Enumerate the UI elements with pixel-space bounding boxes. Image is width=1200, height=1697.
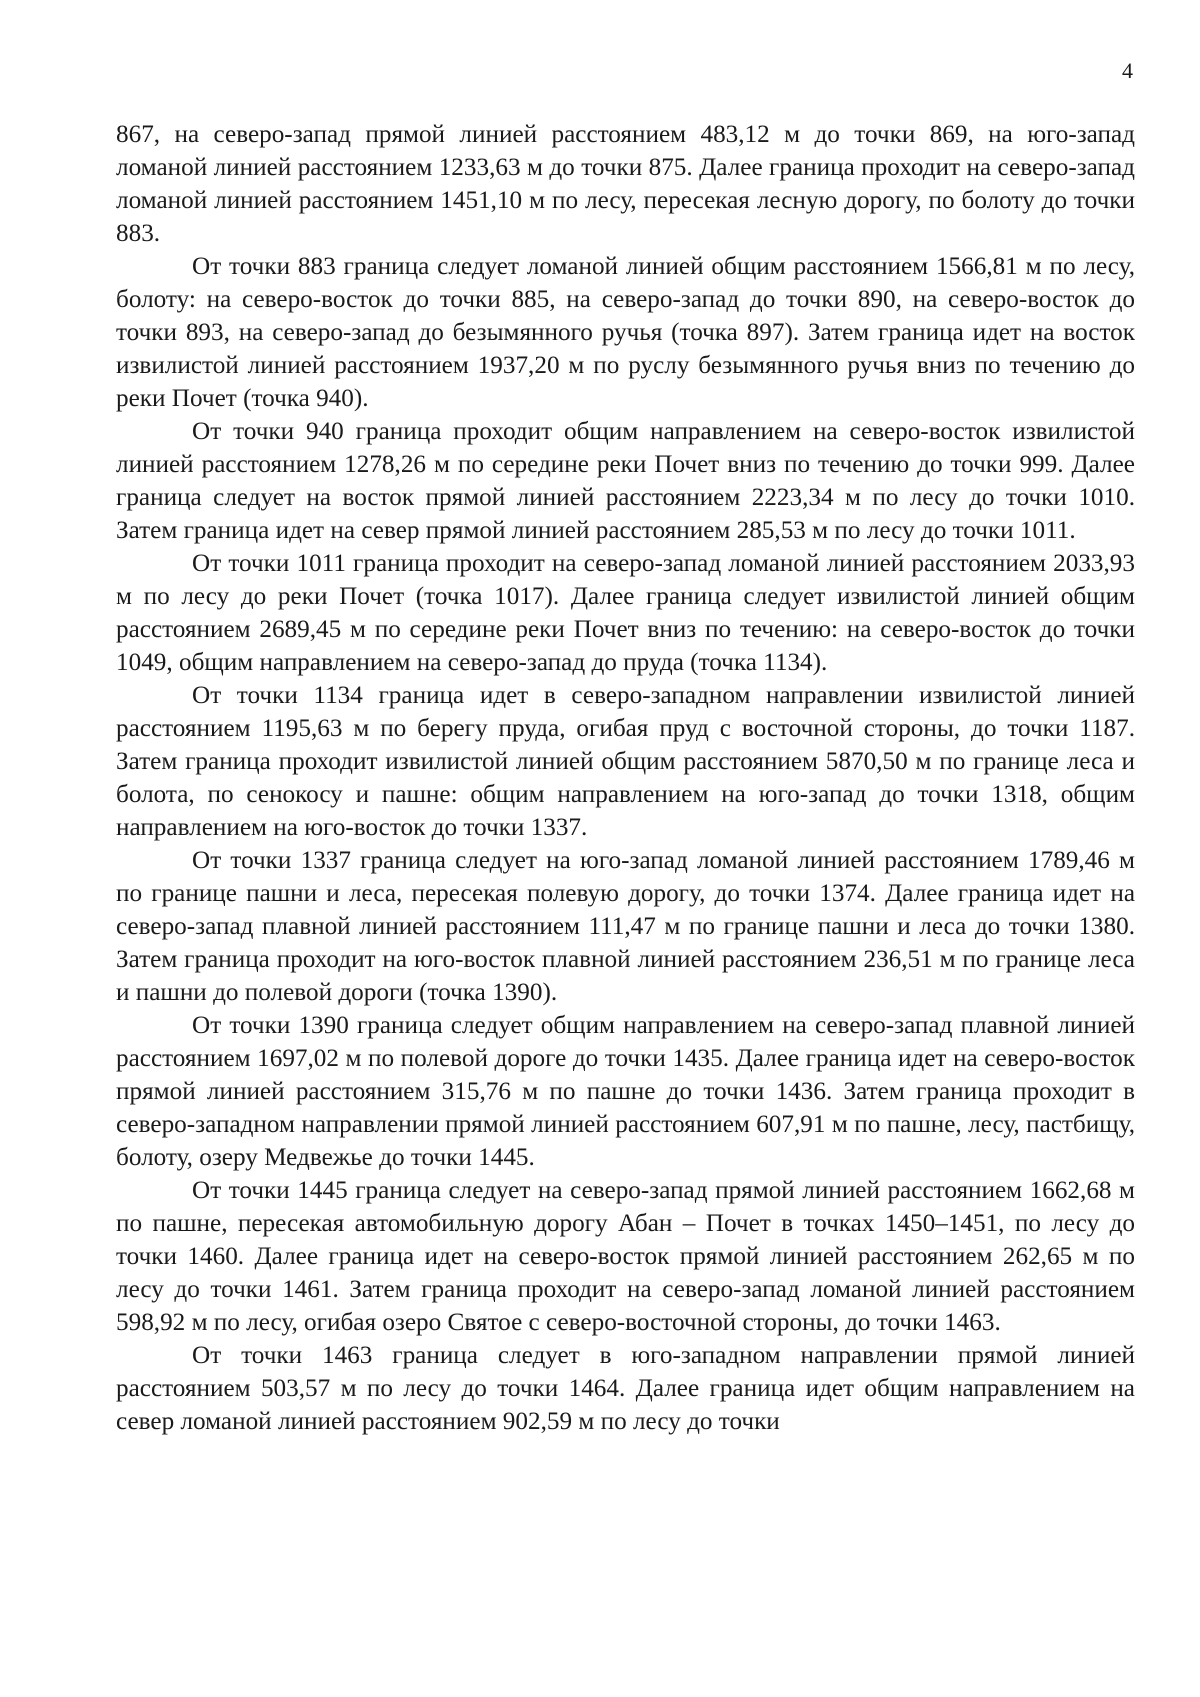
paragraph: От точки 940 граница проходит общим направлением на северо-восток извилистой линией расстоянием 1278,26 м по середине реки Почет вниз по течению до точки 999. Далее граница следует на восток прямой линией расстоянием 2223,34 м по лесу до точки 1010. Затем граница идет на север прямой линией расстоянием 285,53 м по лесу до точки 1011. — [116, 418, 1135, 544]
paragraph: 867, на северо-запад прямой линией расстоянием 483,12 м до точки 869, на юго-запад ломаной линией расстоянием 1233,63 м до точки 875. Далее граница проходит на северо-запад ломаной линией расстоянием 1451,10 м по лесу, пересекая лесную дорогу, по болоту до точки 883. — [116, 121, 1135, 247]
page-number: 4 — [1122, 58, 1133, 83]
paragraph: От точки 1337 граница следует на юго-запад ломаной линией расстоянием 1789,46 м по границе пашни и леса, пересекая полевую дорогу, до точки 1374. Далее граница идет на северо-запад плавной линией расстоянием 111,47 м по границе пашни и леса до точки 1380. Затем граница проходит на юго-восток плавной линией расстоянием 236,51 м по границе леса и пашни до полевой дороги (точка 1390). — [116, 847, 1135, 1006]
paragraph: От точки 883 граница следует ломаной линией общим расстоянием 1566,81 м по лесу, болоту: на северо-восток до точки 885, на северо-запад до точки 890, на северо-восток до точки 893, на северо-запад до безымянного ручья (точка 897). Затем граница идет на восток извилистой линией расстоянием 1937,20 м по руслу безымянного ручья вниз по течению до реки Почет (точка 940). — [116, 253, 1135, 412]
paragraph: От точки 1463 граница следует в юго-западном направлении прямой линией расстоянием 503,57 м по лесу до точки 1464. Далее граница идет общим направлением на север ломаной линией расстоянием 902,59 м по лесу до точки — [116, 1342, 1135, 1435]
paragraph: От точки 1134 граница идет в северо-западном направлении извилистой линией расстоянием 1195,63 м по берегу пруда, огибая пруд с восточной стороны, до точки 1187. Затем граница проходит извилистой линией общим расстоянием 5870,50 м по границе леса и болота, по сенокосу и пашне: общим направлением на юго-запад до точки 1318, общим направлением на юго-восток до точки 1337. — [116, 682, 1135, 841]
paragraph: От точки 1445 граница следует на северо-запад прямой линией расстоянием 1662,68 м по пашне, пересекая автомобильную дорогу Абан – Почет в точках 1450–1451, по лесу до точки 1460. Далее граница идет на северо-восток прямой линией расстоянием 262,65 м по лесу до точки 1461. Затем граница проходит на северо-запад ломаной линией расстоянием 598,92 м по лесу, огибая озеро Святое с северо-восточной стороны, до точки 1463. — [116, 1177, 1135, 1336]
paragraph: От точки 1390 граница следует общим направлением на северо-запад плавной линией расстоянием 1697,02 м по полевой дороге до точки 1435. Далее граница идет на северо-восток прямой линией расстоянием 315,76 м по пашне до точки 1436. Затем граница проходит в северо-западном направлении прямой линией расстоянием 607,91 м по пашне, лесу, пастбищу, болоту, озеру Медвежье до точки 1445. — [116, 1012, 1135, 1171]
paragraph: От точки 1011 граница проходит на северо-запад ломаной линией расстоянием 2033,93 м по лесу до реки Почет (точка 1017). Далее граница следует извилистой линией общим расстоянием 2689,45 м по середине реки Почет вниз по течению: на северо-восток до точки 1049, общим направлением на северо-запад до пруда (точка 1134). — [116, 550, 1135, 676]
document-body — [116, 118, 1135, 1438]
